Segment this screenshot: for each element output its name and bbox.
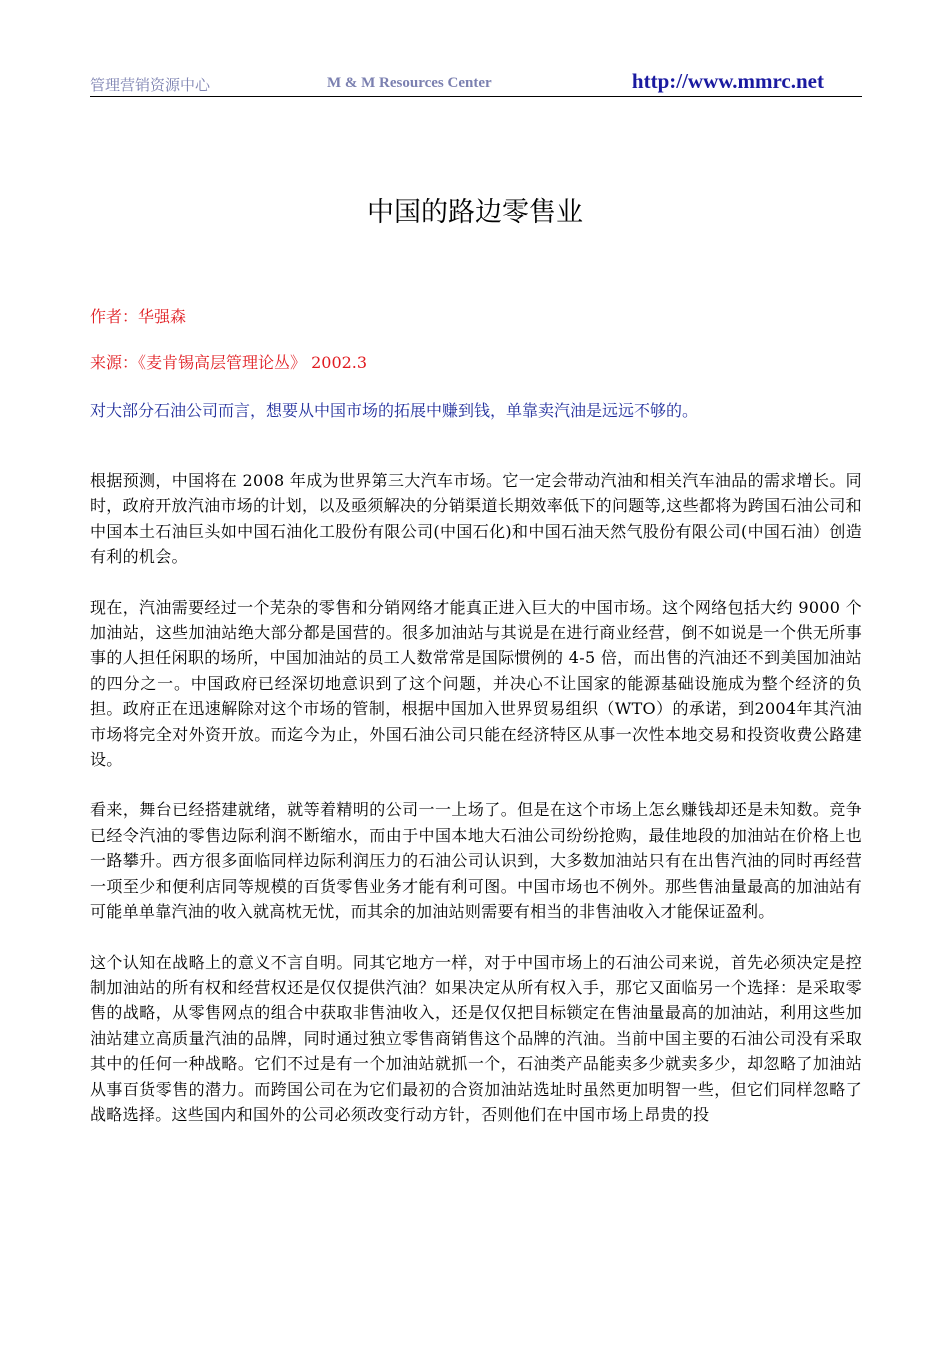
body-paragraph: 看来，舞台已经搭建就绪，就等着精明的公司一一上场了。但是在这个市场上怎幺赚钱却还是未知数。竞争已经令汽油的零售边际利润不断缩水，而由于中国本地大石油公司纷纷抢购，最佳地段的加油站在价格上也一路攀升。西方很多面临同样边际利润压力的石油公司认识到，大多数加油站只有在出售汽油的同时再经营一项至少和便利店同等规模的百货零售业务才能有利可图。中国市场也不例外。那些售油量最高的加油站有可能单单靠汽油的收入就高枕无忧，而其余的加油站则需要有相当的非售油收入才能保证盈利。 xyxy=(90,800,862,922)
header-org-name: 管理营销资源中心 xyxy=(90,76,211,94)
body-paragraph: 现在，汽油需要经过一个芜杂的零售和分销网络才能真正进入巨大的中国市场。这个网络包括大约 9000 个加油站，这些加油站绝大部分都是国营的。很多加油站与其说是在进行商业经营，倒不如说是一个供无所事事的人担任闲职的场所，中国加油站的员工人数常常是国际惯例的 4-5 倍，而出售的汽油还不到美国加油站的四分之一。中国政府已经深切地意识到了这个问题，并决心不让国家的能源基础设施成为整个经济的负担。政府正在迅速解除对这个市场的管制，根据中国加入世界贸易组织（WTO）的承诺，到2004年其汽油市场将完全对外资开放。而迄今为止，外国石油公司只能在经济特区从事一次性本地交易和投资收费公路建设。 xyxy=(90,597,862,770)
header-url-link[interactable]: http://www.mmrc.net xyxy=(631,69,824,93)
page-header xyxy=(90,69,862,97)
article-body xyxy=(90,468,862,1152)
article-source: 来源：《麦肯锡高层管理论丛》 2002.3 xyxy=(90,353,368,372)
body-paragraph: 这个认知在战略上的意义不言自明。同其它地方一样，对于中国市场上的石油公司来说，首先必须决定是控制加油站的所有权和经营权还是仅仅提供汽油？如果决定从所有权入手，那它又面临另一个选择：是采取零售的战略，从零售网点的组合中获取非售油收入，还是仅仅把目标锁定在售油量最高的加油站，利用这些加油站建立高质量汽油的品牌，同时通过独立零售商销售这个品牌的汽油。当前中国主要的石油公司没有采取其中的任何一种战略。它们不过是有一个加油站就抓一个，石油类产品能卖多少就卖多少，却忽略了加油站从事百货零售的潜力。而跨国公司在为它们最初的合资加油站选址时虽然更加明智一些，但它们同样忽略了战略选择。这些国内和国外的公司必须改变行动方针，否则他们在中国市场上昂贵的投 xyxy=(90,952,862,1124)
article-author: 作者：华强森 xyxy=(90,307,187,326)
body-paragraph: 根据预测，中国将在 2008 年成为世界第三大汽车市场。它一定会带动汽油和相关汽车油品的需求增长。同时，政府开放汽油市场的计划，以及亟须解决的分销渠道长期效率低下的问题等,这些都将为跨国石油公司和中国本土石油巨头如中国石油化工股份有限公司(中国石化)和中国石油天然气股份有限公司(中国石油）创造有利的机会。 xyxy=(90,471,862,567)
header-center-name: M & M Resources Center xyxy=(327,75,492,91)
article-summary: 对大部分石油公司而言，想要从中国市场的拓展中赚到钱，单靠卖汽油是远远不够的。 xyxy=(90,401,699,420)
article-title: 中国的路边零售业 xyxy=(367,197,583,228)
